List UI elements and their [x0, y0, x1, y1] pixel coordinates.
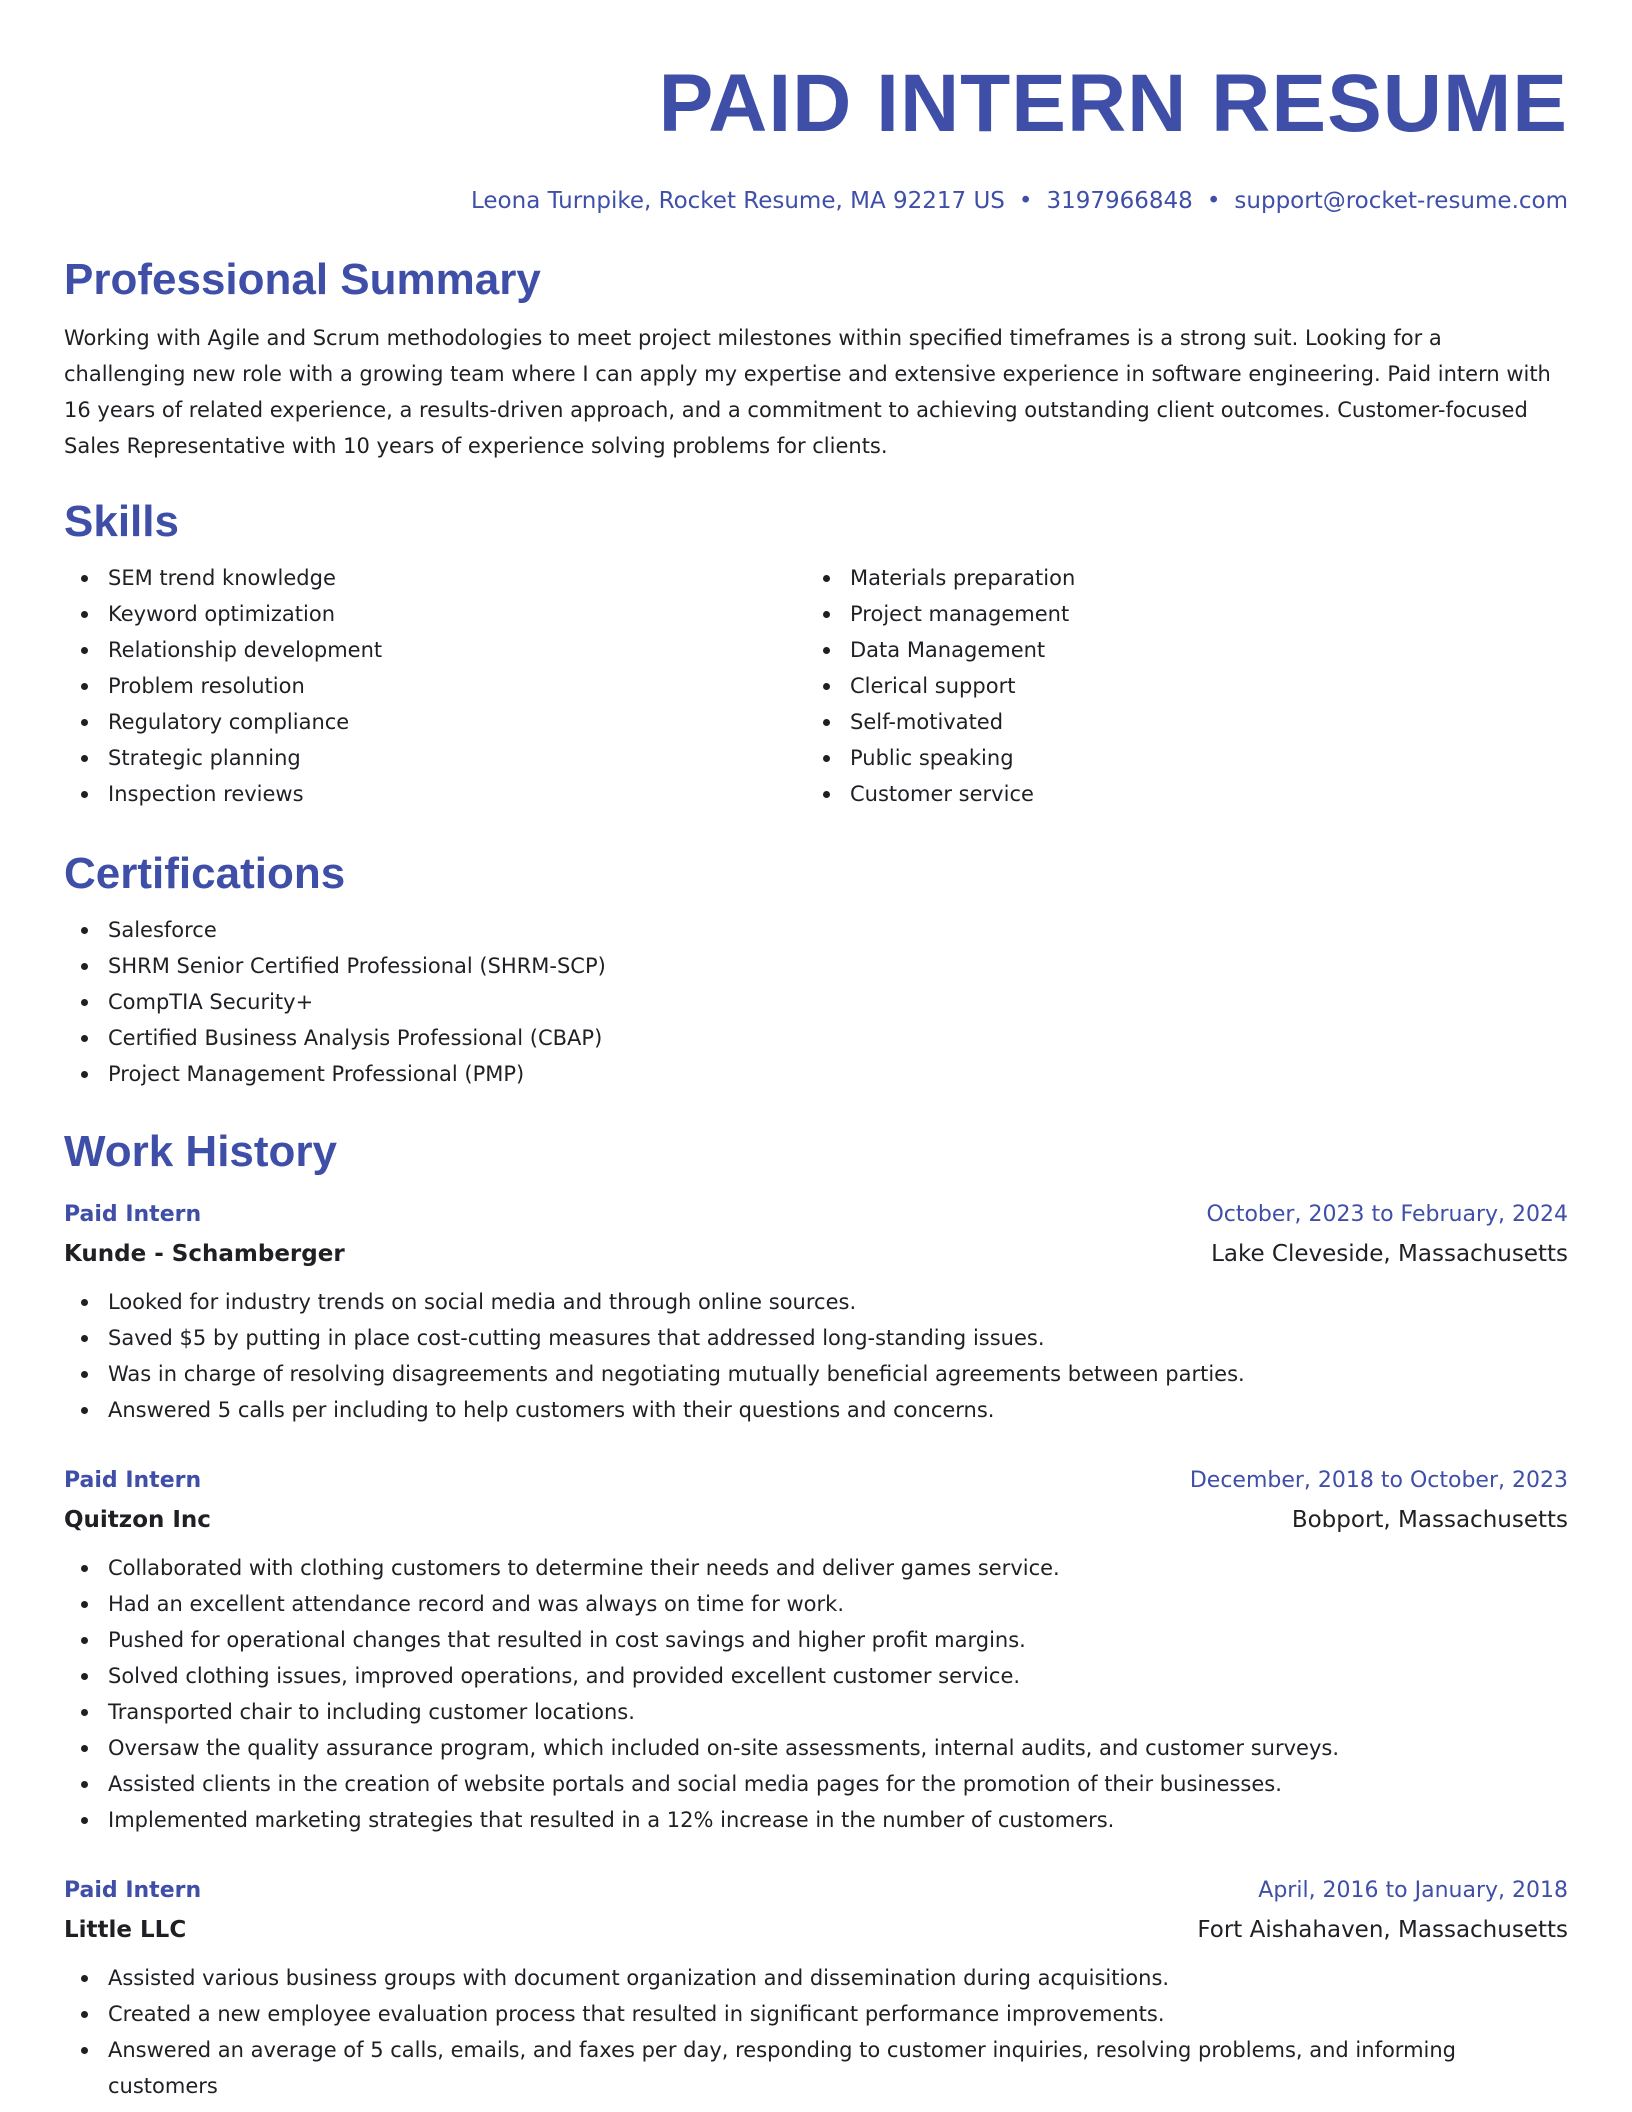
certifications-section [64, 848, 1568, 1092]
job-company: Quitzon Inc [64, 1507, 211, 1533]
contact-separator: • [1018, 188, 1033, 214]
job-duty-item: Assisted clients in the creation of website portals and social media pages for the promotion of their businesses. [64, 1766, 1568, 1802]
job-entry [64, 1196, 1568, 1428]
skill-item: Problem resolution [64, 668, 806, 704]
section-heading-certifications: Certifications [64, 849, 346, 898]
job-duty-item: Answered 5 calls per including to help customers with their questions and concerns. [64, 1392, 1568, 1428]
job-duty-item: Collaborated with clothing customers to determine their needs and deliver games service. [64, 1550, 1568, 1586]
summary-text: Working with Agile and Scrum methodologies to meet project milestones within specified timeframes is a strong suit. Looking for a challenging new role with a growing team where I can apply my expertise and extensive experience in software engineering. Paid intern with 16 years of related experience, a results-driven approach, and a commitment to achieving outstanding client outcomes. Customer-focused Sales Representative with 10 years of experience solving problems for clients. [64, 326, 1551, 458]
job-title-row [64, 1462, 1568, 1500]
job-location: Bobport, Massachusetts [1291, 1507, 1568, 1533]
job-location: Fort Aishahaven, Massachusetts [1197, 1917, 1568, 1943]
job-duty-item: Oversaw the quality assurance program, which included on-site assessments, internal audits, and customer surveys. [64, 1730, 1568, 1766]
section-heading-work-history: Work History [64, 1127, 338, 1176]
skill-item: Materials preparation [806, 560, 1548, 596]
skills-list-left [64, 560, 806, 812]
skill-item: Project management [806, 596, 1548, 632]
job-duties-list [64, 1550, 1568, 1838]
job-company: Little LLC [64, 1917, 187, 1943]
job-duty-item: Looked for industry trends on social media and through online sources. [64, 1284, 1568, 1320]
contact-line [64, 186, 1568, 216]
skills-list-right [806, 560, 1548, 812]
skill-item: Keyword optimization [64, 596, 806, 632]
skill-item: Strategic planning [64, 740, 806, 776]
job-company-row [64, 1234, 1568, 1274]
certification-item: Project Management Professional (PMP) [64, 1056, 1568, 1092]
job-title: Paid Intern [64, 1202, 202, 1227]
job-dates: April, 2016 to January, 2018 [1258, 1878, 1568, 1903]
contact-phone: 3197966848 [1046, 188, 1193, 214]
job-title-row [64, 1872, 1568, 1910]
certification-item: CompTIA Security+ [64, 984, 1568, 1020]
job-duty-item: Solved clothing issues, improved operations, and provided excellent customer service. [64, 1658, 1568, 1694]
certification-item: Salesforce [64, 912, 1568, 948]
job-company: Kunde - Schamberger [64, 1241, 345, 1267]
job-company-row [64, 1910, 1568, 1950]
job-title: Paid Intern [64, 1878, 202, 1903]
job-duty-item: Had an excellent attendance record and was always on time for work. [64, 1586, 1568, 1622]
skill-item: Regulatory compliance [64, 704, 806, 740]
job-duty-item: Saved $5 by putting in place cost-cutting measures that addressed long-standing issues. [64, 1320, 1568, 1356]
job-entry [64, 1462, 1568, 1838]
contact-address: Leona Turnpike, Rocket Resume, MA 92217 US [470, 188, 1005, 214]
skill-item: Relationship development [64, 632, 806, 668]
skills-grid [64, 548, 1568, 812]
skill-item: Self-motivated [806, 704, 1548, 740]
job-entry [64, 1872, 1568, 2104]
resume-header [64, 56, 1568, 216]
job-duty-item: Implemented marketing strategies that resulted in a 12% increase in the number of customers. [64, 1802, 1568, 1838]
skill-item: SEM trend knowledge [64, 560, 806, 596]
job-duty-item: Was in charge of resolving disagreements and negotiating mutually beneficial agreements between parties. [64, 1356, 1568, 1392]
skills-section [64, 496, 1568, 812]
job-duty-item: Assisted various business groups with document organization and dissemination during acquisitions. [64, 1960, 1568, 1996]
certification-item: SHRM Senior Certified Professional (SHRM-SCP) [64, 948, 1568, 984]
job-duty-item: Transported chair to including customer locations. [64, 1694, 1568, 1730]
job-duties-list [64, 1284, 1568, 1428]
job-dates: October, 2023 to February, 2024 [1206, 1202, 1568, 1227]
job-duty-item: Answered an average of 5 calls, emails, and faxes per day, responding to customer inquiries, resolving problems, and informing customers [64, 2032, 1568, 2104]
professional-summary-section [64, 254, 1568, 464]
job-company-row [64, 1500, 1568, 1540]
job-duty-item: Pushed for operational changes that resulted in cost savings and higher profit margins. [64, 1622, 1568, 1658]
certifications-list [64, 912, 1568, 1092]
skill-item: Customer service [806, 776, 1548, 812]
section-heading-skills: Skills [64, 497, 179, 546]
section-heading-summary: Professional Summary [64, 255, 541, 304]
skill-item: Data Management [806, 632, 1548, 668]
contact-email: support@rocket-resume.com [1234, 188, 1568, 214]
contact-separator: • [1206, 188, 1221, 214]
work-history-section [64, 1126, 1568, 2104]
certification-item: Certified Business Analysis Professional (CBAP) [64, 1020, 1568, 1056]
skill-item: Public speaking [806, 740, 1548, 776]
skill-item: Clerical support [806, 668, 1548, 704]
job-title: Paid Intern [64, 1468, 202, 1493]
job-title-row [64, 1196, 1568, 1234]
job-location: Lake Cleveside, Massachusetts [1211, 1241, 1568, 1267]
resume-title: PAID INTERN RESUME [658, 58, 1568, 149]
skill-item: Inspection reviews [64, 776, 806, 812]
job-duties-list [64, 1960, 1568, 2104]
job-duty-item: Created a new employee evaluation process that resulted in significant performance improvements. [64, 1996, 1568, 2032]
job-dates: December, 2018 to October, 2023 [1189, 1468, 1568, 1493]
